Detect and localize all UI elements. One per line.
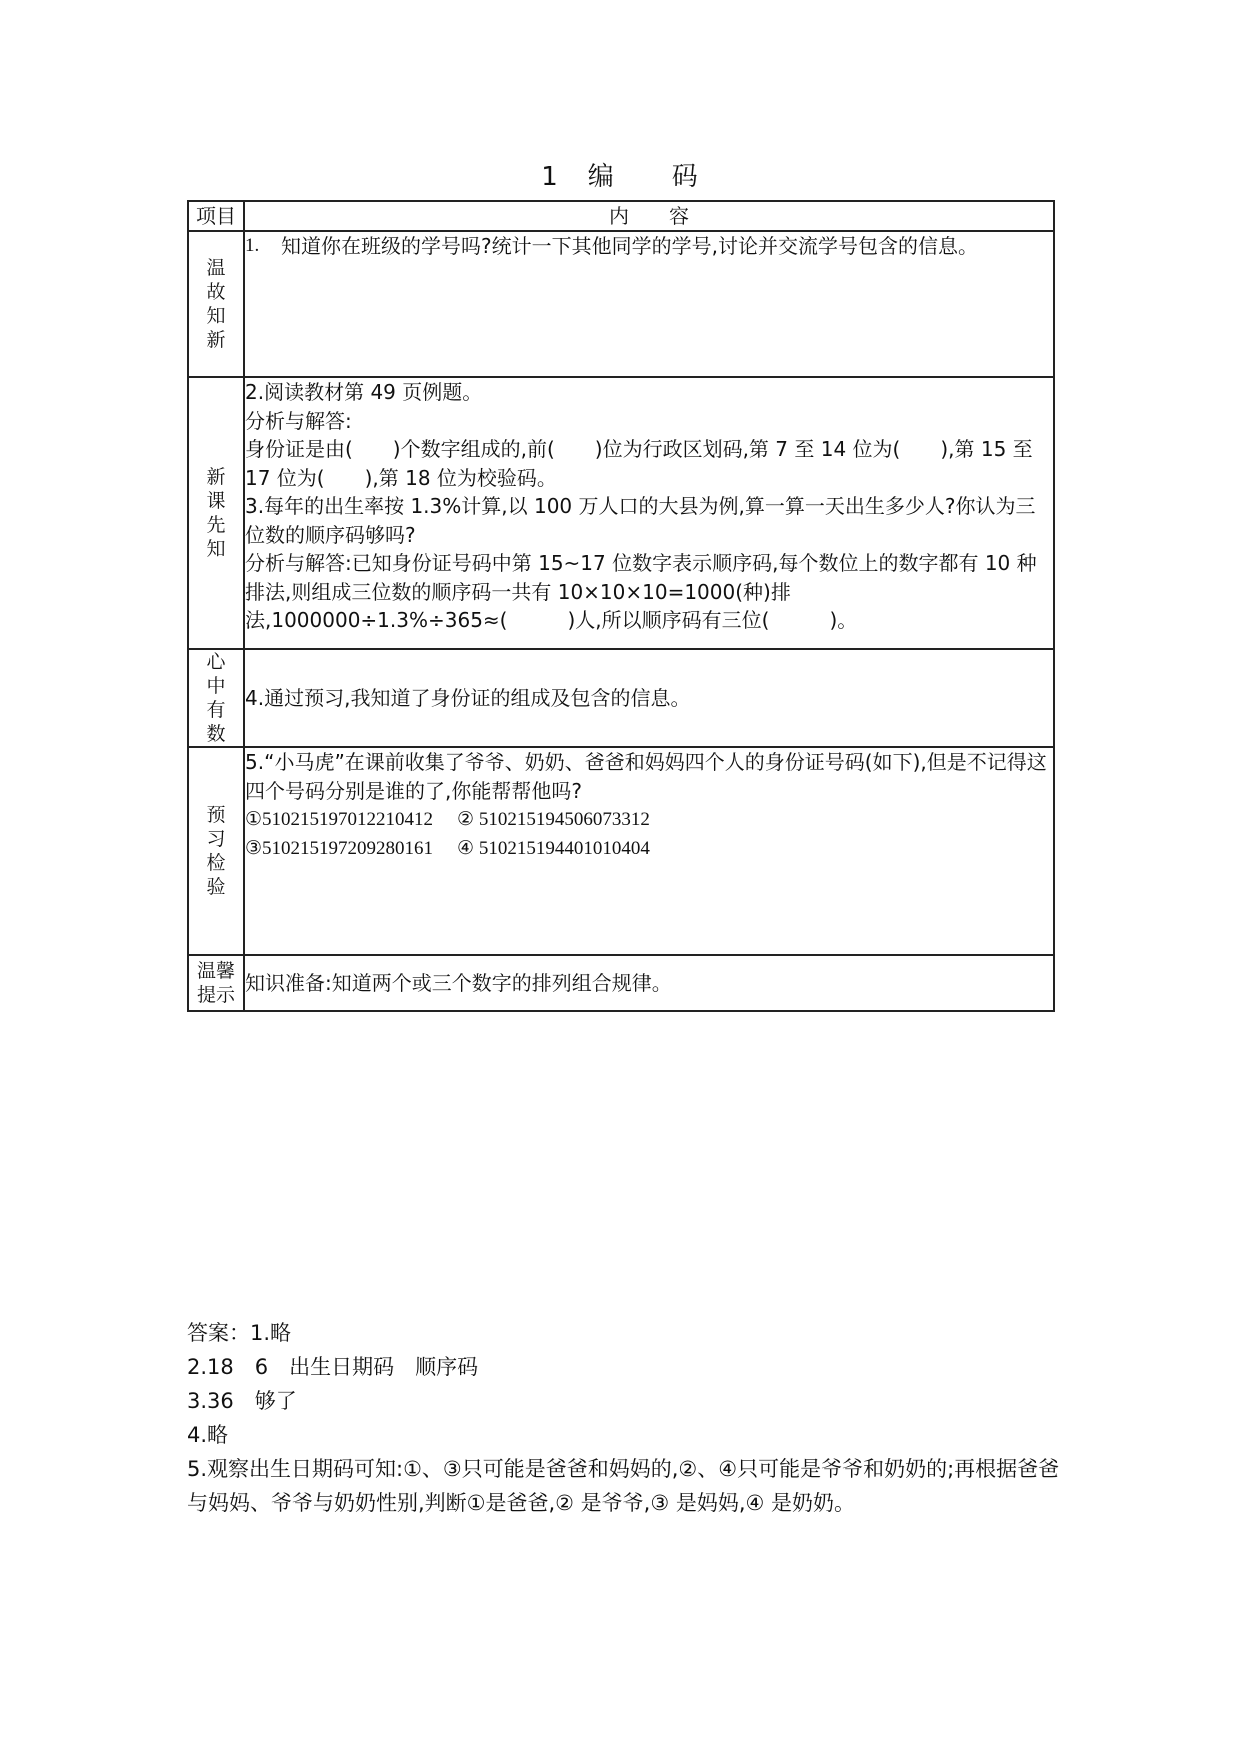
analysis-label: 分析与解答: bbox=[245, 408, 352, 433]
column-header-content: 内 容 bbox=[244, 201, 1054, 231]
row-label-tip: 温馨提示 bbox=[196, 960, 235, 1006]
question-5: 5.“小马虎”在课前收集了爷爷、奶奶、爸爸和妈妈四个人的身份证号码(如下),但是不记得这四个号码分别是谁的了,你能帮帮他吗? bbox=[245, 750, 1047, 803]
question-2: 2.阅读教材第 49 页例题。 bbox=[245, 380, 483, 404]
row-label-review: 温故知新 bbox=[206, 257, 226, 351]
study-plan-table bbox=[187, 200, 1055, 1012]
table-row bbox=[188, 231, 1054, 377]
table-header-row bbox=[188, 201, 1054, 231]
row-content-summary bbox=[244, 649, 1054, 747]
id-code-item: ② 510215194506073312 bbox=[457, 809, 650, 830]
question-1 bbox=[245, 232, 1053, 261]
row-label-cell bbox=[188, 747, 244, 955]
id-card-fill-blank: 身份证是由( )个数字组成的,前( )位为行政区划码,第 7 至 14 位为( ),第 15 至 17 位为( ),第 18 位为校验码。 bbox=[245, 437, 1033, 490]
row-label-summary: 心中有数 bbox=[206, 651, 226, 745]
row-label-cell bbox=[188, 377, 244, 649]
table-row bbox=[188, 747, 1054, 955]
question-text: 知道你在班级的学号吗?统计一下其他同学的学号,讨论并交流学号包含的信息。 bbox=[281, 234, 978, 258]
question-4: 4.通过预习,我知道了身份证的组成及包含的信息。 bbox=[245, 685, 691, 710]
page-title: 1 编 码 bbox=[541, 162, 700, 192]
row-content-review bbox=[244, 231, 1054, 377]
id-code-item: ①510215197012210412 bbox=[245, 809, 434, 830]
answer-line: 2.18 6 出生日期码 顺序码 bbox=[187, 1355, 479, 1379]
question-number: 1. bbox=[245, 235, 260, 256]
row-label-cell bbox=[188, 649, 244, 747]
column-header-item: 项目 bbox=[188, 201, 244, 231]
answer-line: 4.略 bbox=[187, 1423, 229, 1447]
table-row bbox=[188, 955, 1054, 1011]
id-code-list bbox=[245, 805, 1053, 863]
table-row bbox=[188, 377, 1054, 649]
answer-line: 答案：1.略 bbox=[187, 1321, 292, 1345]
row-label-check: 预习检验 bbox=[206, 804, 226, 898]
tip-text: 知识准备:知道两个或三个数字的排列组合规律。 bbox=[245, 970, 672, 995]
row-content-check bbox=[244, 747, 1054, 955]
answer-line: 5.观察出生日期码可知:①、③只可能是爸爸和妈妈的,②、④只可能是爷爷和奶奶的;再根据爸爸与妈妈、爷爷与奶奶性别,判断①是爸爸,② 是爷爷,③ 是妈妈,④ 是奶奶。 bbox=[187, 1457, 1060, 1515]
row-content-tip bbox=[244, 955, 1054, 1011]
row-label-cell bbox=[188, 231, 244, 377]
answer-line: 3.36 够了 bbox=[187, 1389, 297, 1413]
analysis-answer: 分析与解答:已知身份证号码中第 15~17 位数字表示顺序码,每个数位上的数字都有 10 种排法,则组成三位数的顺序码一共有 10×10×10=1000(种)排法,1000000÷1.3%÷365≈( )人,所以顺序码有三位( )。 bbox=[245, 551, 1037, 632]
answer-section bbox=[187, 1316, 1067, 1520]
row-content-preview bbox=[244, 377, 1054, 649]
id-code-item: ④ 510215194401010404 bbox=[457, 838, 650, 859]
table-row bbox=[188, 649, 1054, 747]
question-3: 3.每年的出生率按 1.3%计算,以 100 万人口的大县为例,算一算一天出生多少人?你认为三位数的顺序码够吗? bbox=[245, 494, 1036, 547]
row-label-preview: 新课先知 bbox=[206, 466, 226, 560]
row-label-cell bbox=[188, 955, 244, 1011]
id-code-item: ③510215197209280161 bbox=[245, 838, 434, 859]
